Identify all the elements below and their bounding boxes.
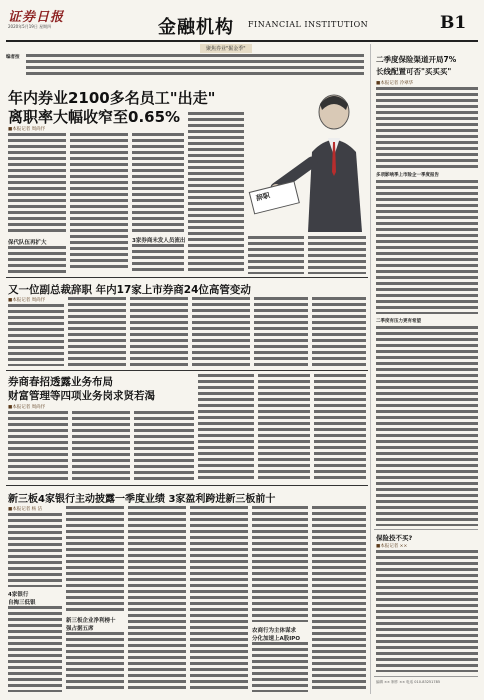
right-column-divider [370, 44, 371, 694]
second-headline: 又一位副总裁辞职 年内17家上市券商24位高管变动 [8, 284, 251, 296]
right-top-byline: ■本报记者 冷翠华 [376, 81, 414, 86]
right-bottom-byline: ■本报记者 ×× [376, 544, 408, 549]
masthead-rule [6, 40, 478, 42]
right-top-text-b [376, 180, 478, 314]
rule-footer [374, 676, 478, 677]
right-top-text-c [376, 326, 478, 526]
editor-line: 编辑 ×× 制作 ×× 电话 010-83251785 [376, 680, 441, 684]
right-top-headline-line2: 长线配置可否"买买买" [376, 67, 452, 76]
fourth-subhead-5: 农商行为主体谋求 [252, 628, 297, 634]
third-headline-line1: 券商春招透露业务布局 [8, 376, 113, 388]
third-col5 [258, 374, 310, 481]
fourth-col3 [128, 506, 186, 692]
lead-col3-text-b [132, 244, 184, 274]
fourth-col1 [8, 513, 62, 587]
third-headline-line2: 财富管理等四项业务岗求贤若渴 [8, 390, 155, 402]
lead-col2-text [70, 133, 128, 271]
rule-third-bottom [6, 485, 368, 486]
third-byline: ■本报记者 周尚伃 [8, 405, 46, 410]
second-col5 [254, 297, 308, 366]
illustration-sign-text: 辞职 [255, 191, 271, 203]
right-top-text-a [376, 87, 478, 169]
fourth-byline: ■本报记者 杨 洁 [8, 507, 43, 512]
fourth-col5 [252, 506, 308, 622]
section-title-english: FINANCIAL INSTITUTION [248, 20, 369, 29]
intro-kicker: 聚焦券业"掘金季" [200, 44, 252, 53]
third-col4 [198, 374, 254, 481]
right-top-headline-line1: 二季度保险渠道开局7% [376, 55, 457, 64]
issue-date: 2020年5月19日 星期四 [8, 24, 52, 29]
fourth-col2-b [66, 632, 124, 692]
lead-col1-text [8, 133, 66, 235]
right-top-subhead-1: 多项影响季上市险企一季度报告 [376, 173, 439, 178]
second-byline: ■本报记者 周尚伃 [8, 298, 46, 303]
fourth-subhead-6: 分化加速上A股IPO [252, 636, 301, 642]
section-title: 金融机构 [158, 17, 234, 38]
second-col6 [312, 297, 366, 366]
third-col6 [314, 374, 366, 481]
right-bottom-headline: 保险投不买? [376, 534, 413, 542]
fourth-subhead-4: 强占据五席 [66, 626, 94, 632]
rule-second-bottom [6, 370, 368, 371]
lead-subhead-2: 3家券商未发人员流出 [132, 238, 186, 244]
third-col1 [8, 411, 68, 481]
fourth-subhead-1: 4家银行 [8, 592, 29, 598]
right-top-subhead-2: 二季度有压力更有希望 [376, 319, 421, 324]
second-col1 [8, 304, 64, 366]
lead-col4-text [188, 112, 244, 272]
resignation-illustration [246, 82, 366, 232]
fourth-headline: 新三板4家银行主动披露一季度业绩 3家盈利跨进新三板前十 [8, 494, 276, 505]
fourth-col4 [190, 506, 248, 692]
lead-headline-line1: 年内券业2100多名员工"出走" [8, 89, 216, 107]
lead-col5-text [248, 236, 304, 274]
lead-col1-text-b [8, 246, 66, 274]
lead-headline-line2: 离职率大幅收窄至0.65% [8, 108, 181, 126]
page-code: B1 [440, 13, 467, 33]
right-bottom-text [376, 550, 478, 672]
lead-col6-text [308, 236, 366, 274]
fourth-col1-b [8, 606, 62, 692]
fourth-subhead-3: 新三板企业净利榜十 [66, 618, 116, 624]
intro-body [26, 54, 364, 78]
third-col3 [134, 411, 194, 481]
fourth-col6 [312, 506, 366, 692]
rule-lead-bottom [6, 277, 368, 278]
lead-byline: ■本报记者 周尚伃 [8, 127, 46, 132]
masthead [0, 0, 484, 46]
second-col4 [192, 297, 250, 366]
rule-right-middle [374, 529, 478, 530]
fourth-col2 [66, 506, 124, 612]
second-col3 [130, 297, 188, 366]
fourth-subhead-2: 自掏三低银 [8, 600, 36, 606]
fourth-col5-b [252, 642, 308, 692]
lead-subhead-1: 保代队伍再扩大 [8, 240, 47, 246]
intro-label: 编者按 [6, 55, 20, 60]
newspaper-logo: 证券日报 [8, 10, 65, 25]
lead-col3-text [132, 133, 184, 233]
third-col2 [72, 411, 130, 481]
second-col2 [68, 297, 126, 366]
